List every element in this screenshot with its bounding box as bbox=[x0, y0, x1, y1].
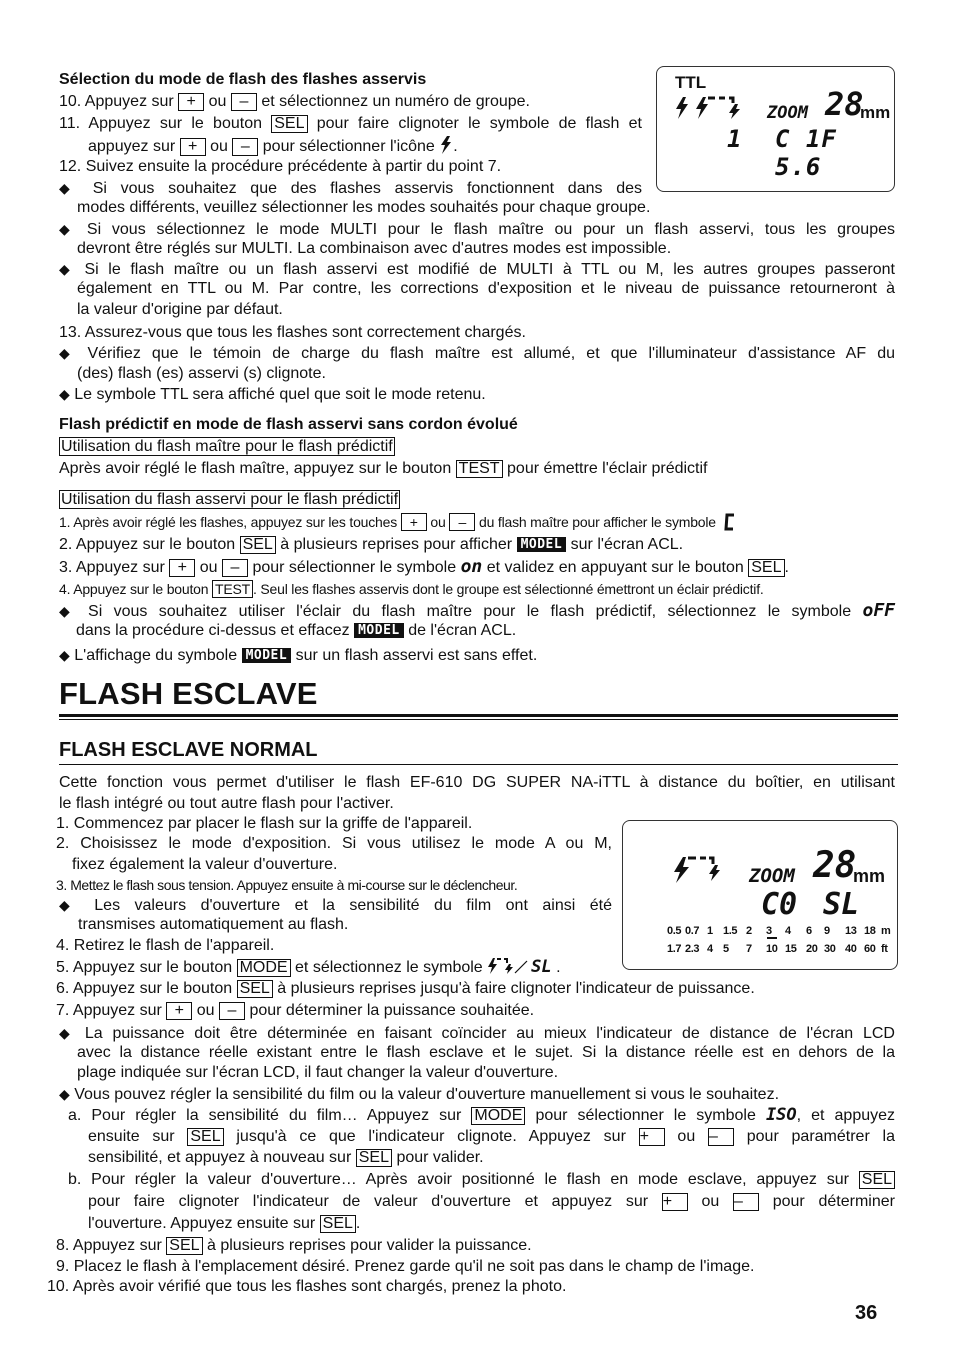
distance-tick: 0.7 bbox=[685, 925, 700, 937]
sub-text: pour valider. bbox=[396, 1149, 484, 1166]
pred-note-1-cont bbox=[76, 621, 516, 641]
minus-key: – bbox=[219, 1002, 245, 1020]
bullet-text: Si vous souhaitez que des flashes asservis fonctionnent dans des bbox=[92, 180, 642, 197]
distance-tick: 4 bbox=[785, 925, 791, 937]
bullet-2 bbox=[59, 219, 895, 240]
slave-step-6 bbox=[56, 979, 755, 999]
sub-b-cont bbox=[88, 1192, 895, 1212]
diamond-icon: ◆ bbox=[59, 647, 70, 663]
pred-step-4 bbox=[59, 579, 764, 599]
step-text: à plusieurs reprises jusqu'à faire clignoter l'indicateur de puissance. bbox=[277, 980, 755, 997]
sub-text: pour déterminer bbox=[772, 1193, 895, 1210]
distance-marker bbox=[767, 937, 777, 939]
step-text: 3. Appuyez sur bbox=[59, 559, 165, 576]
diamond-icon: ◆ bbox=[59, 897, 80, 913]
step-11-cont: appuyez sur + ou – pour sélectionner l'icône . bbox=[88, 138, 458, 155]
step-text: et validez en appuyant sur le bouton bbox=[486, 559, 744, 576]
slave-note-2 bbox=[59, 1084, 779, 1105]
bullet-1 bbox=[59, 178, 642, 199]
or-text: ou bbox=[701, 1193, 720, 1210]
note-text: dans la procédure ci-dessus et effacez bbox=[76, 622, 350, 639]
subhead-text: Utilisation du flash asservi pour le flash prédictif bbox=[61, 491, 399, 508]
sel-key: SEL bbox=[859, 1171, 895, 1189]
slave-step-8 bbox=[56, 1236, 532, 1256]
note-text: Les valeurs d'ouverture et la sensibilité du film ont ainsi été bbox=[94, 897, 612, 914]
distance-tick: 40 bbox=[845, 943, 857, 955]
group-number: 1 bbox=[727, 125, 742, 153]
sel-key: SEL bbox=[240, 536, 276, 554]
step-text: 8. Appuyez sur bbox=[56, 1237, 162, 1254]
master-instruction bbox=[59, 459, 707, 479]
step-text: et sélectionnez un numéro de groupe. bbox=[261, 93, 530, 110]
slave-step-9: 9. Placez le flash à l'emplacement désiré. Prenez garde qu'il ne soit pas dans le champ de l'image. bbox=[56, 1258, 755, 1275]
step-11 bbox=[59, 114, 642, 134]
zoom-label: ZOOM bbox=[749, 865, 795, 887]
diamond-icon: ◆ bbox=[59, 1025, 76, 1041]
sub-b bbox=[68, 1170, 895, 1190]
slave-step-3: 3. Mettez le flash sous tension. Appuyez ensuite à mi-course sur le déclencheur. bbox=[56, 877, 518, 893]
plus-key: + bbox=[180, 138, 206, 156]
section-heading: FLASH ESCLAVE NORMAL bbox=[59, 739, 318, 761]
bullet-1-cont: modes différents, veuillez sélectionner les modes souhaités pour chaque groupe. bbox=[77, 199, 651, 216]
note-text: Vous pouvez régler la sensibilité du film ou la valeur d'ouverture manuellement si vous le souhaitez. bbox=[74, 1086, 780, 1103]
mode-key: MODE bbox=[237, 959, 291, 977]
sub-b-cont2 bbox=[88, 1214, 360, 1234]
distance-tick: ft bbox=[881, 943, 888, 955]
subhead-text: Utilisation du flash maître pour le flash prédictif bbox=[61, 438, 393, 455]
model-badge: MODEL bbox=[517, 537, 567, 552]
sel-key: SEL bbox=[748, 559, 784, 577]
pred-step-2 bbox=[59, 535, 683, 555]
slave-note-1-cont2: plage indiquée sur l'écran LCD, il faut changer la valeur d'ouverture. bbox=[77, 1064, 559, 1081]
step-text: pour déterminer la puissance souhaitée. bbox=[249, 1002, 535, 1019]
distance-tick: 7 bbox=[746, 943, 752, 955]
sub-text: sensibilité, et appuyez à nouveau sur bbox=[88, 1149, 352, 1166]
step-text: pour sélectionner l'icône bbox=[262, 138, 435, 155]
plus-key: + bbox=[401, 513, 427, 531]
section-title-slave-mode: Sélection du mode de flash des flashes asservis bbox=[59, 71, 427, 88]
slave-flash-lcd-icon bbox=[671, 855, 723, 885]
subhead-master bbox=[59, 437, 395, 457]
step-text: 7. Appuyez sur bbox=[56, 1002, 162, 1019]
slave-step-1: 1. Commencez par placer le flash sur la griffe de l'appareil. bbox=[56, 815, 473, 832]
step-text: appuyez sur bbox=[88, 138, 176, 155]
zoom-value: 28 bbox=[825, 85, 864, 123]
slave-note-1-cont: avec la distance réelle existant entre le flash esclave et le sujet. Si la distance réelle est en dehors de la bbox=[77, 1044, 895, 1061]
diamond-icon: ◆ bbox=[59, 1086, 70, 1102]
diamond-icon: ◆ bbox=[59, 603, 77, 619]
bullet-2-cont: devront être réglés sur MULTI. La combinaison avec d'autres modes est impossible. bbox=[77, 240, 672, 257]
test-key: TEST bbox=[212, 580, 253, 598]
distance-tick: 4 bbox=[707, 943, 713, 955]
mode-key: MODE bbox=[471, 1107, 525, 1125]
plus-key: + bbox=[178, 93, 204, 111]
sub-text: b. Pour régler la valeur d'ouverture… Après avoir positionné le flash en mode esclave, appuyez sur bbox=[68, 1171, 849, 1188]
distance-tick: 20 bbox=[806, 943, 818, 955]
c-segment-icon bbox=[724, 513, 736, 531]
bullet-4-cont: (des) flash (es) asservi (s) clignote. bbox=[77, 365, 326, 382]
minus-key: – bbox=[708, 1128, 734, 1146]
note-text: de l'écran ACL. bbox=[408, 622, 517, 639]
title-rule-thin bbox=[59, 719, 898, 720]
slave-mode-symbol: SL bbox=[823, 887, 860, 922]
step-text: pour faire clignoter le symbole de flash et bbox=[316, 115, 642, 132]
slave-step-10: 10. Après avoir vérifié que tous les flashes sont chargés, prenez la photo. bbox=[47, 1278, 567, 1295]
slave-step-2-cont: fixez également la valeur d'ouverture. bbox=[72, 856, 338, 873]
distance-tick: 0.5 bbox=[667, 925, 682, 937]
step-text: à plusieurs reprises pour valider la puissance. bbox=[207, 1237, 532, 1254]
lcd-panel-esclave bbox=[622, 820, 898, 970]
step-text: et sélectionnez le symbole bbox=[295, 959, 483, 976]
iso-symbol: ISO bbox=[765, 1105, 797, 1125]
flash-bolt-icon bbox=[439, 136, 453, 154]
pred-step-1 bbox=[59, 512, 736, 532]
sub-text: ensuite sur bbox=[88, 1128, 175, 1145]
step-text: du flash maître pour afficher le symbole bbox=[479, 514, 716, 530]
minus-key: – bbox=[449, 513, 475, 531]
minus-key: – bbox=[222, 559, 248, 577]
step-text: 10. Appuyez sur bbox=[59, 93, 174, 110]
diamond-icon: ◆ bbox=[59, 261, 75, 277]
heading-rule bbox=[59, 764, 898, 765]
model-badge: MODEL bbox=[242, 648, 292, 663]
bullet-text: Si le flash maître ou un flash asservi est modifié de MULTI à TTL ou M, les autres groupes passeront bbox=[84, 261, 895, 278]
plus-key: + bbox=[662, 1193, 688, 1211]
slave-step-3-note bbox=[59, 895, 612, 916]
distance-tick: 9 bbox=[824, 925, 830, 937]
sl-symbol: SL bbox=[531, 957, 552, 977]
sub-text: . bbox=[355, 1215, 361, 1232]
distance-tick: 15 bbox=[785, 943, 797, 955]
step-text: 1. Après avoir réglé les flashes, appuyez sur les touches bbox=[59, 514, 398, 530]
sub-text: l'ouverture. Appuyez ensuite sur bbox=[88, 1215, 316, 1232]
or-text: ou bbox=[677, 1128, 696, 1145]
distance-tick: 6 bbox=[806, 925, 812, 937]
slave-step-3-note-cont: transmises automatiquement au flash. bbox=[78, 916, 349, 933]
step-text: 5. Appuyez sur le bouton bbox=[56, 959, 233, 976]
test-key: TEST bbox=[456, 460, 503, 478]
distance-tick: 1.5 bbox=[723, 925, 738, 937]
flash-slave-icon bbox=[675, 95, 745, 121]
subhead-slave bbox=[59, 490, 400, 510]
sub-a bbox=[68, 1105, 895, 1126]
plus-key: + bbox=[639, 1128, 665, 1146]
intro-line-1: Cette fonction vous permet d'utiliser le flash EF-610 DG SUPER NA-iTTL à distance du boîtier, en utilisant bbox=[59, 774, 895, 791]
distance-tick: 5 bbox=[723, 943, 729, 955]
bullet-3 bbox=[59, 259, 895, 280]
note-text: sur un flash asservi est sans effet. bbox=[295, 647, 538, 664]
distance-tick: 2.3 bbox=[685, 943, 700, 955]
step-text: 11. Appuyez sur le bouton bbox=[59, 115, 262, 132]
plus-key: + bbox=[169, 559, 195, 577]
title-rule bbox=[59, 714, 898, 717]
distance-tick: 30 bbox=[824, 943, 836, 955]
bullet-3-cont: également en TTL ou M. Par contre, les corrections d'exposition et le niveau de puissance retourneront à bbox=[77, 280, 895, 297]
sub-text: pour paramétrer la bbox=[746, 1128, 895, 1145]
sub-text: pour faire clignoter l'indicateur de valeur d'ouverture et appuyez sur bbox=[88, 1193, 649, 1210]
sub-text: jusqu'à ce que l'indicateur clignote. Appuyez sur bbox=[236, 1128, 626, 1145]
mm-unit: mm bbox=[860, 103, 891, 122]
plus-key: + bbox=[166, 1002, 192, 1020]
sub-a-cont2 bbox=[88, 1148, 484, 1168]
diamond-icon: ◆ bbox=[59, 180, 80, 196]
diamond-icon: ◆ bbox=[59, 221, 77, 237]
distance-tick: 10 bbox=[766, 943, 778, 955]
step-text: à plusieurs reprises pour afficher bbox=[280, 536, 513, 553]
model-badge: MODEL bbox=[354, 623, 404, 638]
distance-tick: 1.7 bbox=[667, 943, 682, 955]
step-13: 13. Assurez-vous que tous les flashes sont correctement chargés. bbox=[59, 324, 526, 341]
or-text: ou bbox=[430, 514, 446, 530]
sel-key: SEL bbox=[356, 1149, 392, 1167]
bullet-text: Le symbole TTL sera affiché quel que soit le mode retenu. bbox=[74, 386, 486, 403]
diamond-icon: ◆ bbox=[59, 386, 70, 402]
or-text: ou bbox=[196, 1002, 215, 1019]
power-level: C0 bbox=[761, 887, 798, 922]
sub-text: pour sélectionner le symbole bbox=[535, 1107, 756, 1124]
slave-note-1 bbox=[59, 1023, 895, 1044]
distance-tick: 1 bbox=[707, 925, 713, 937]
pred-step-3: 3. Appuyez sur + ou – pour sélectionner le symbole on et validez en appuyant sur le bouton SEL . bbox=[59, 556, 789, 577]
minus-key: – bbox=[232, 138, 258, 156]
channel-aperture: C 1F 5.6 bbox=[775, 125, 837, 181]
or-text: ou bbox=[199, 559, 218, 576]
sub-text: a. Pour régler la sensibilité du film… Appuyez sur bbox=[68, 1107, 462, 1124]
step-text: 4. Appuyez sur le bouton bbox=[59, 581, 209, 597]
step-12: 12. Suivez ensuite la procédure précédente à partir du point 7. bbox=[59, 158, 502, 175]
sub-text: , et appuyez bbox=[796, 1107, 896, 1124]
page-number: 36 bbox=[855, 1302, 878, 1324]
text: pour émettre l'éclair prédictif bbox=[507, 460, 708, 477]
sel-key: SEL bbox=[320, 1215, 356, 1233]
mm-unit: mm bbox=[853, 866, 886, 886]
bullet-text: Si vous sélectionnez le mode MULTI pour le flash maître ou pour un flash asservi, tous les groupes bbox=[86, 221, 895, 238]
zoom-value: 28 bbox=[813, 845, 857, 886]
zoom-label: ZOOM bbox=[767, 103, 808, 123]
step-10 bbox=[59, 92, 530, 112]
chapter-title: FLASH ESCLAVE bbox=[59, 676, 318, 711]
distance-tick: 60 bbox=[864, 943, 876, 955]
step-text: 2. Appuyez sur le bouton bbox=[59, 536, 236, 553]
sel-key: SEL bbox=[237, 980, 273, 998]
pred-note-2 bbox=[59, 645, 537, 666]
distance-tick: 3 bbox=[766, 925, 772, 937]
pred-note-1 bbox=[59, 601, 895, 622]
section-title-predictive: Flash prédictif en mode de flash asservi sans cordon évolué bbox=[59, 416, 518, 433]
on-symbol: on bbox=[460, 556, 483, 577]
lcd-panel-slave bbox=[656, 66, 895, 192]
slave-step-2: 2. Choisissez le mode d'exposition. Si vous utilisez le mode A ou M, bbox=[56, 835, 612, 852]
slave-step-4: 4. Retirez le flash de l'appareil. bbox=[56, 937, 275, 954]
sel-key: SEL bbox=[187, 1128, 223, 1146]
minus-key: – bbox=[733, 1193, 759, 1211]
intro-line-2: le flash intégré ou tout autre flash pour l'activer. bbox=[59, 795, 394, 812]
or-text: ou bbox=[208, 93, 227, 110]
step-text: . Seul les flashes asservis dont le groupe est sélectionné émettront un éclair prédictif. bbox=[253, 581, 764, 597]
distance-scale-ft bbox=[667, 943, 887, 957]
bullet-4 bbox=[59, 343, 895, 364]
slave-step-5 bbox=[56, 957, 561, 978]
slave-step-7 bbox=[56, 1001, 534, 1021]
sel-key: SEL bbox=[271, 115, 307, 133]
bullet-5 bbox=[59, 384, 486, 405]
minus-key: – bbox=[231, 93, 257, 111]
diamond-icon: ◆ bbox=[59, 345, 77, 361]
text: Après avoir réglé le flash maître, appuyez sur le bouton bbox=[59, 460, 452, 477]
ttl-label: TTL bbox=[675, 73, 707, 92]
note-text: Si vous souhaitez utiliser l'éclair du flash maître pour le flash prédictif, sélectionnez le symbole bbox=[88, 603, 852, 620]
sub-a-cont bbox=[88, 1127, 895, 1147]
step-text: pour sélectionner le symbole bbox=[252, 559, 457, 576]
off-symbol: oFF bbox=[862, 600, 896, 621]
distance-scale-m bbox=[667, 925, 891, 939]
distance-tick: m bbox=[881, 925, 891, 937]
note-text: L'affichage du symbole bbox=[74, 647, 238, 664]
sel-key: SEL bbox=[166, 1237, 202, 1255]
note-text: La puissance doit être déterminée en faisant coïncider au mieux l'indicateur de distance de l'écran LCD bbox=[84, 1025, 895, 1042]
step-text: . bbox=[556, 959, 561, 976]
bullet-3-cont2: la valeur d'origine par défaut. bbox=[77, 301, 283, 318]
step-text: 6. Appuyez sur le bouton bbox=[56, 980, 233, 997]
distance-tick: 18 bbox=[864, 925, 876, 937]
slave-flash-icon bbox=[487, 957, 531, 975]
step-text: sur l'écran ACL. bbox=[570, 536, 684, 553]
bullet-text: Vérifiez que le témoin de charge du flash maître est allumé, et que l'illuminateur d'assistance AF du bbox=[87, 345, 895, 362]
or-text: ou bbox=[210, 138, 228, 155]
distance-tick: 13 bbox=[845, 925, 857, 937]
distance-tick: 2 bbox=[746, 925, 752, 937]
